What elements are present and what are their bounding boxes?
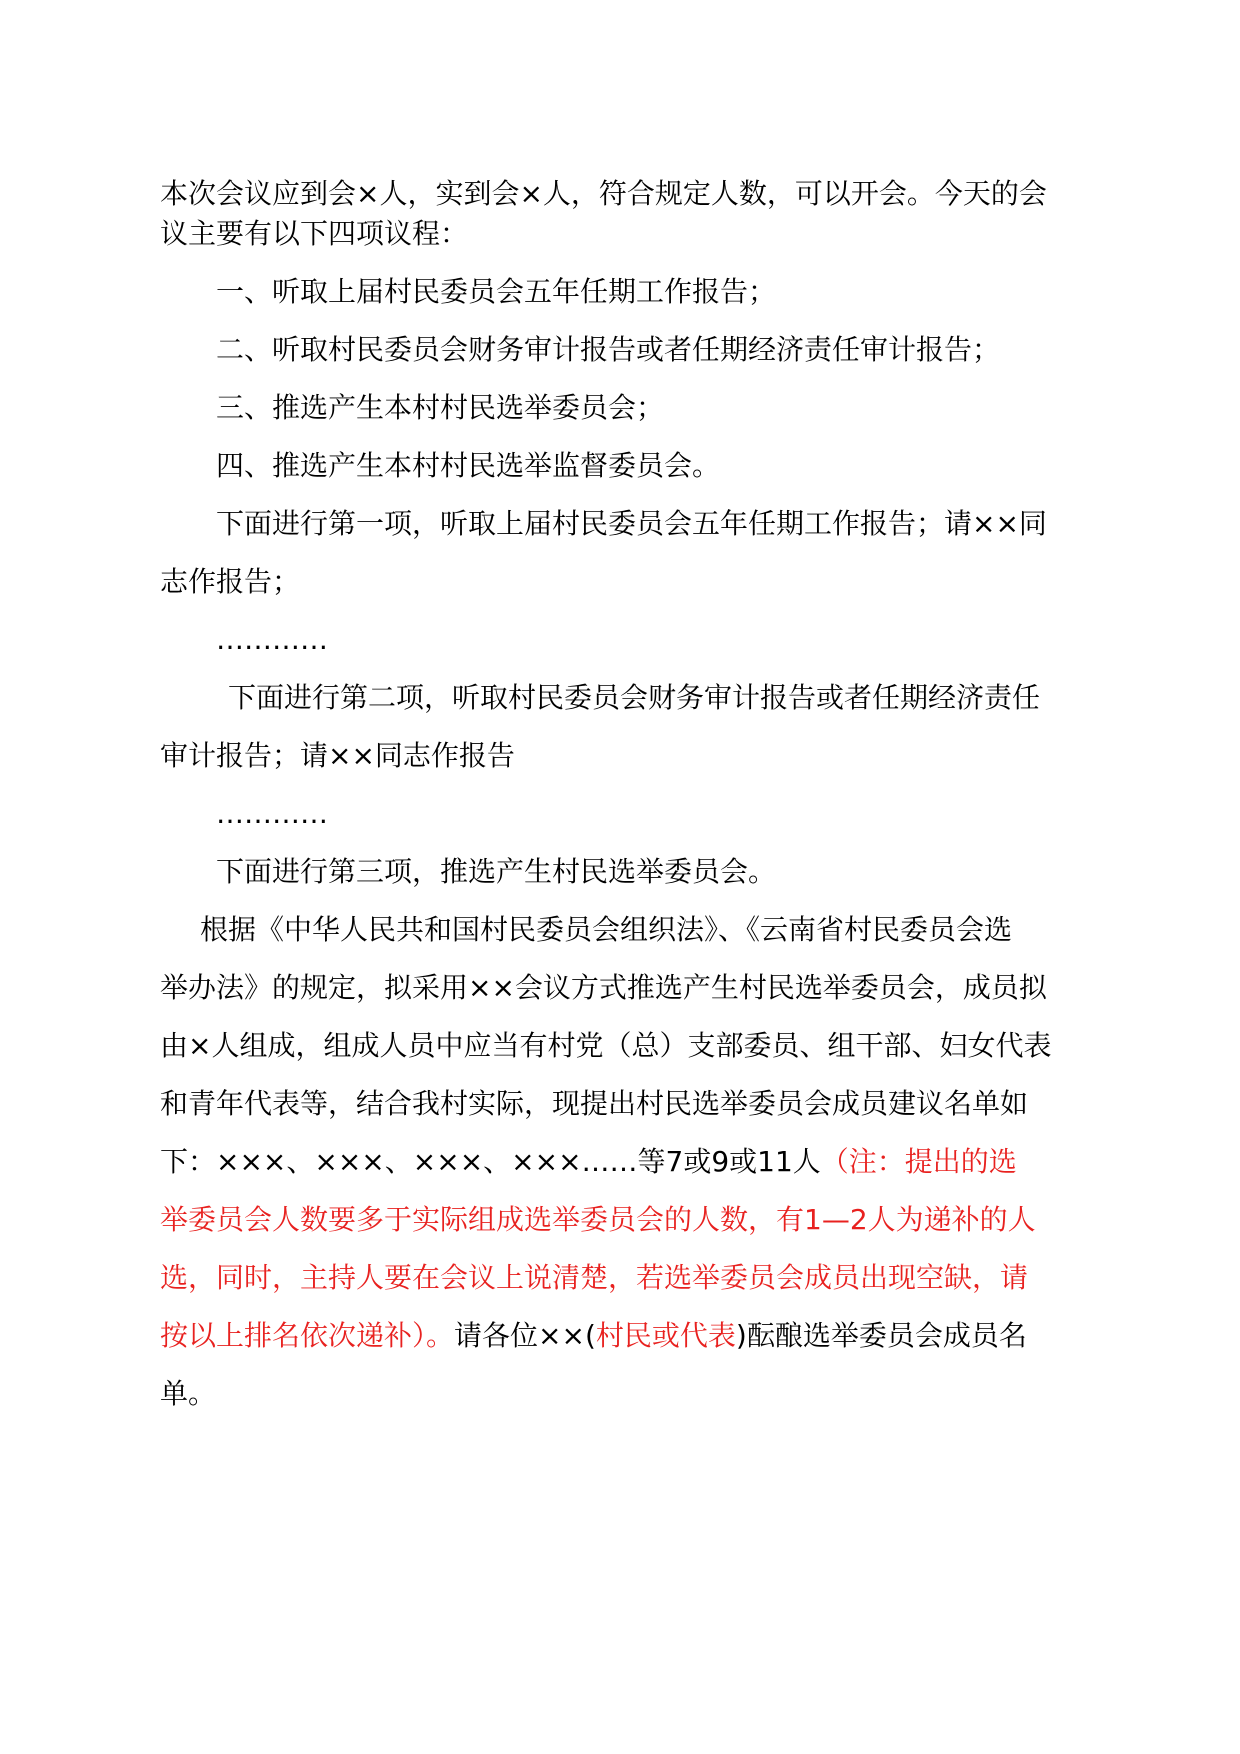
paragraph-line: 下面进行第三项，推选产生村民选举委员会。 [216, 855, 777, 888]
paragraph-line: 下面进行第二项，听取村民委员会财务审计报告或者任期经济责任 [228, 681, 1041, 714]
paragraph-line: 单。 [160, 1377, 217, 1410]
agenda-item-4: 四、推选产生本村村民选举监督委员会。 [216, 449, 721, 482]
paragraph-line: 本次会议应到会×人，实到会×人，符合规定人数，可以开会。今天的会 [160, 177, 1047, 210]
agenda-item-2: 二、听取村民委员会财务审计报告或者任期经济责任审计报告； [216, 333, 1001, 366]
note-text: （注：提出的选 [820, 1145, 1017, 1178]
note-text: 村民或代表 [595, 1319, 736, 1352]
ellipsis-line: ………… [216, 623, 328, 656]
paragraph-text: 请各位××( [454, 1319, 596, 1352]
agenda-item-1: 一、听取上届村民委员会五年任期工作报告； [216, 275, 777, 308]
note-line: 选，同时，主持人要在会议上说清楚，若选举委员会成员出现空缺，请 [160, 1261, 1029, 1294]
ellipsis-line: ………… [216, 797, 328, 830]
paragraph-line-mixed [160, 1316, 1027, 1356]
paragraph-line: 由×人组成，组成人员中应当有村党（总）支部委员、组干部、妇女代表 [160, 1029, 1052, 1062]
candidate-list-text: 下：×××、×××、×××、×××……等7或9或11人 [160, 1145, 821, 1178]
paragraph-line: 举办法》的规定，拟采用××会议方式推选产生村民选举委员会，成员拟 [160, 971, 1047, 1004]
paragraph-line: 下面进行第一项，听取上届村民委员会五年任期工作报告；请××同 [216, 507, 1047, 540]
note-text: 按以上排名依次递补）。 [160, 1319, 455, 1352]
paragraph-line: 和青年代表等，结合我村实际，现提出村民选举委员会成员建议名单如 [160, 1087, 1029, 1120]
paragraph-line: 根据《中华人民共和国村民委员会组织法》、《云南省村民委员会选 [200, 913, 1013, 946]
agenda-item-3: 三、推选产生本村村民选举委员会； [216, 391, 665, 424]
paragraph-line: 议主要有以下四项议程： [160, 217, 469, 250]
paragraph-text: )酝酿选举委员会成员名 [735, 1319, 1027, 1352]
note-line: 举委员会人数要多于实际组成选举委员会的人数，有1—2人为递补的人 [160, 1203, 1036, 1236]
paragraph-line-mixed [160, 1142, 1017, 1182]
paragraph-line: 审计报告；请××同志作报告 [160, 739, 515, 772]
paragraph-line: 志作报告； [160, 565, 301, 598]
